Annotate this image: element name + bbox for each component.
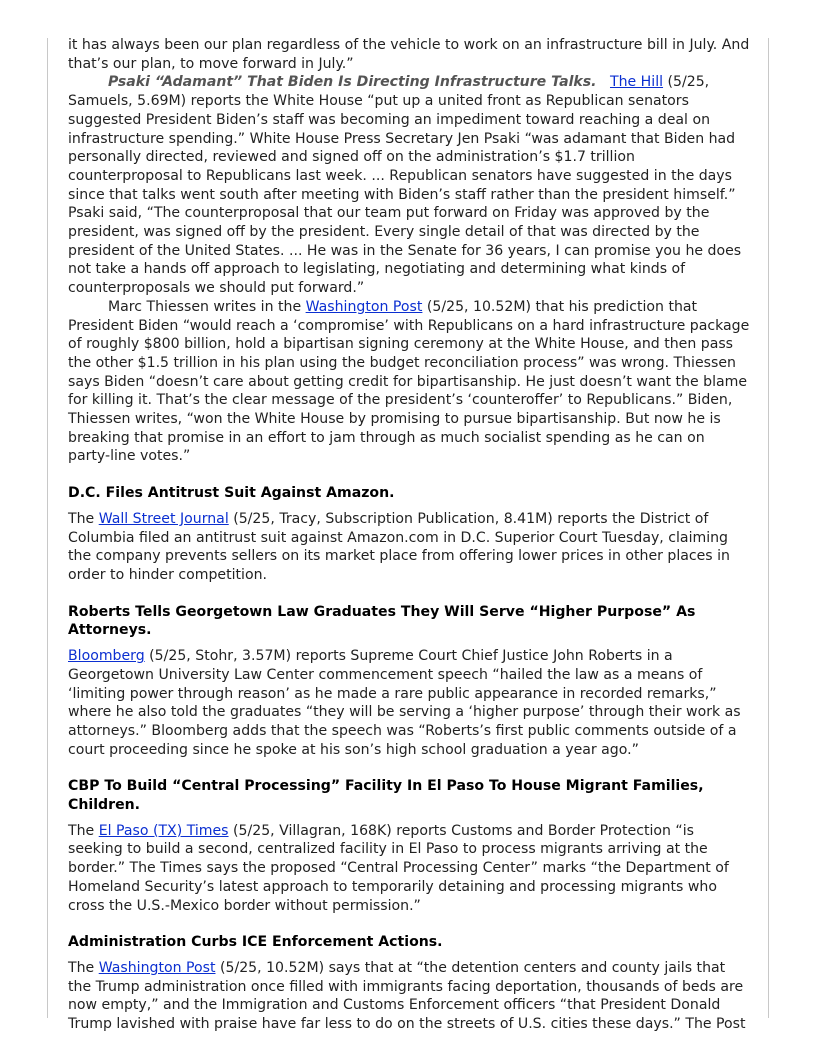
thiessen-paragraph [68, 298, 750, 466]
amazon-lead-in: The [68, 510, 95, 527]
psaki-lead: Psaki “Adamant” That Biden Is Directing Infrastructure Talks. [108, 74, 597, 91]
roberts-body: (5/25, Stohr, 3.57M) reports Supreme Court Chief Justice John Roberts in a Georgetown University Law Center commencement speech “hailed the law as a means of ‘limiting power through reason’ as he made a rare public appearance in recorded remarks,” where he also told the graduates “they will be serving a ‘higher purpose’ through their work as attorneys.” Bloomberg adds that the speech was “Roberts’s first public comments outside of a court proceeding since he spoke at his son’s high school graduation a year ago.” [68, 648, 741, 758]
psaki-body: (5/25, Samuels, 5.69M) reports the White House “put up a united front as Republican senators suggested President Biden’s staff was becoming an impediment toward reaching a deal on infrastructure spending.” White House Press Secretary Jen Psaki “was adamant that Biden had personally directed, reviewed and signed off on the administration’s $1.7 trillion counterproposal to Republicans last week. ... Republican senators have suggested in the days since that talks went south after meeting with Biden’s staff rather than the president himself.” Psaki said, “The counterproposal that our team put forward on Friday was approved by the president, was signed off by the president. Every single detail of that was directed by the president of the United States. ... He was in the Senate for 36 years, I can promise you he does not take a hands off approach to legislating, negotiating and determining what kinds of counterproposals we should put forward.” [68, 74, 742, 297]
psaki-source-link[interactable]: The Hill [609, 74, 664, 91]
amazon-body: (5/25, Tracy, Subscription Publication, 8.41M) reports the District of Columbia filed an antitrust suit against Amazon.com in D.C. Superior Court Tuesday, claiming the company prevents sellers on its market place from offering lower prices in other places in order to hinder competition. [68, 510, 730, 583]
psaki-paragraph [68, 73, 750, 297]
article-headline-ice: Administration Curbs ICE Enforcement Actions. [68, 934, 443, 951]
left-margin-rule [47, 38, 48, 1018]
article-headline-cbp: CBP To Build “Central Processing” Facility In El Paso To House Migrant Families, Children. [68, 778, 704, 814]
article-body-ice [68, 959, 750, 1034]
article-body-amazon [68, 510, 750, 585]
ice-source-link[interactable]: Washington Post [98, 959, 216, 976]
cbp-source-link[interactable]: El Paso (TX) Times [98, 822, 229, 839]
document-page [68, 36, 750, 1034]
thiessen-body: (5/25, 10.52M) that his prediction that President Biden “would reach a ‘compromise’ with Republicans on a hard infrastructure package of roughly $800 billion, hold a bipartisan signing ceremony at the White House, and then pass the other $1.5 trillion in his plan using the budget reconciliation process” was wrong. Thiessen says Biden “doesn’t care about getting credit for bipartisanship. He just doesn’t want the blame for killing it. That’s the clear message of the president’s ‘counteroffer’ to Republicans.” Biden, Thiessen writes, “won the White House by promising to pursue bipartisanship. But now he is breaking that promise in an effort to jam through as much socialist spending as he can on party-line votes.” [68, 298, 750, 465]
intro-paragraph: it has always been our plan regardless of the vehicle to work on an infrastructure bill in July. And that’s our plan, to move forward in July.” [68, 37, 750, 72]
thiessen-source-link[interactable]: Washington Post [305, 298, 423, 315]
right-margin-rule [768, 38, 769, 1018]
article-body-cbp [68, 822, 750, 916]
cbp-body: (5/25, Villagran, 168K) reports Customs and Border Protection “is seeking to build a second, centralized facility in El Paso to process migrants arriving at the border.” The Times says the proposed “Central Processing Center” marks “the Department of Homeland Security’s latest approach to temporarily detaining and processing migrants who cross the U.S.-Mexico border without permission.” [68, 822, 729, 914]
thiessen-lead-in: Marc Thiessen writes in the [108, 298, 302, 315]
roberts-source-link[interactable]: Bloomberg [68, 648, 145, 665]
article-headline-roberts: Roberts Tells Georgetown Law Graduates They Will Serve “Higher Purpose” As Attorneys. [68, 603, 696, 639]
cbp-lead-in: The [68, 822, 95, 839]
article-body-roberts [68, 647, 750, 759]
article-headline-amazon: D.C. Files Antitrust Suit Against Amazon. [68, 485, 395, 502]
ice-body: (5/25, 10.52M) says that at “the detention centers and county jails that the Trump administration once filled with immigrants facing deportation, thousands of beds are now empty,” and the Immigration and Customs Enforcement officers “that President Donald Trump lavished with praise have far less to do on the streets of U.S. cities these days.” The Post [68, 959, 746, 1033]
amazon-source-link[interactable]: Wall Street Journal [98, 510, 229, 527]
ice-lead-in: The [68, 959, 95, 976]
